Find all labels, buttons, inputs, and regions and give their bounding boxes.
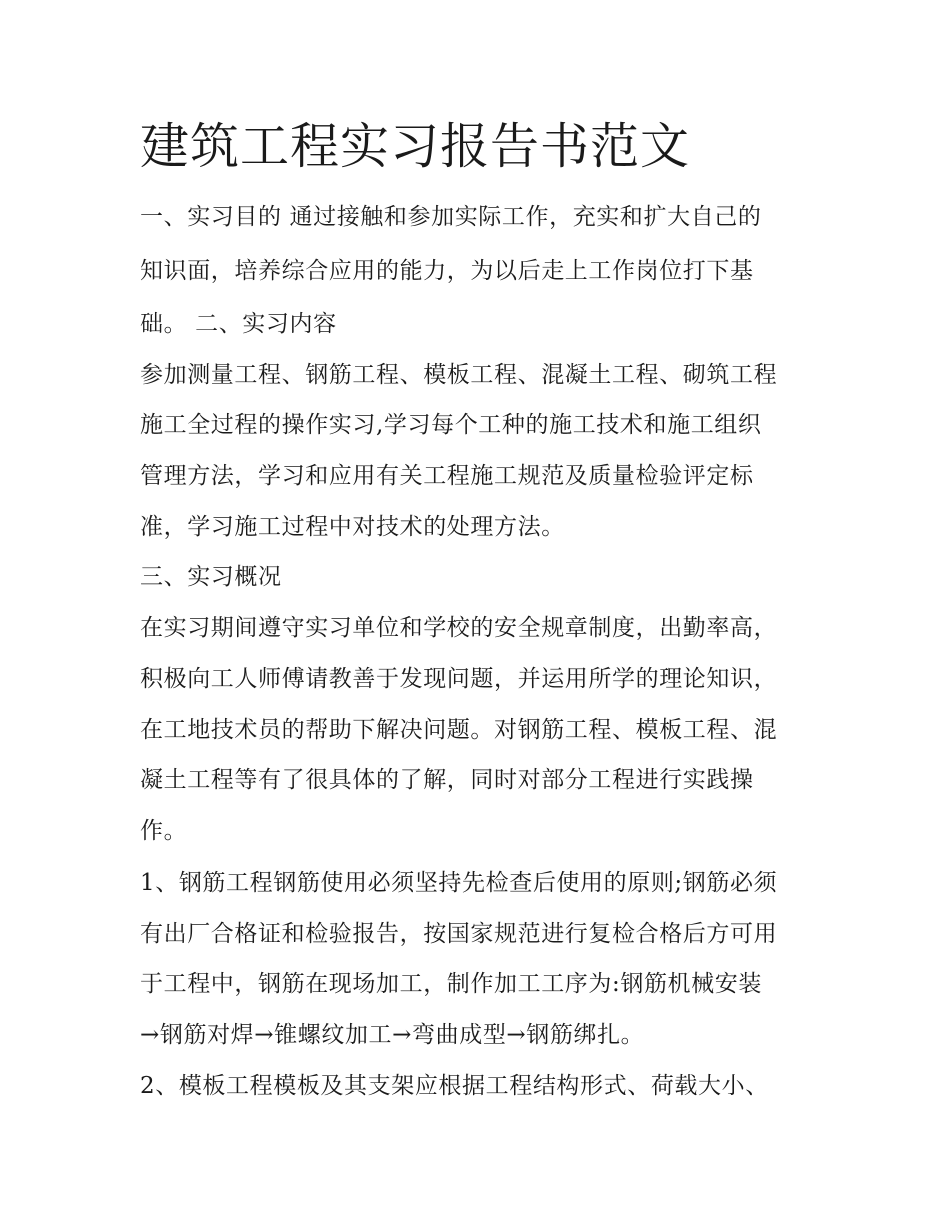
text-line: 础。 二、实习内容 [140,311,337,337]
text-line: 施工全过程的操作实习,学习每个工种的施工技术和施工组织 [140,412,762,438]
document-title: 建筑工程实习报告书范文 [140,118,691,175]
text-line: 参加测量工程、钢筋工程、模板工程、混凝土工程、砌筑工程 [140,362,778,388]
text-line: 2、模板工程模板及其支架应根据工程结构形式、荷载大小、 [140,1073,769,1099]
text-line: 在实习期间遵守实习单位和学校的安全规章制度，出勤率高， [140,615,778,641]
text-line: 1、钢筋工程钢筋使用必须坚持先检查后使用的原则;钢筋必须 [140,870,778,896]
text-line: 作。 [140,818,188,844]
text-line: 凝土工程等有了很具体的了解，同时对部分工程进行实践操 [140,767,754,793]
text-line: 准，学习施工过程中对技术的处理方法。 [140,514,565,540]
text-line: 管理方法，学习和应用有关工程施工规范及质量检验评定标 [140,463,754,489]
text-line: 三、实习概况 [140,564,282,590]
text-line: 在工地技术员的帮助下解决问题。对钢筋工程、模板工程、混 [140,717,778,743]
text-line: 一、实习目的 通过接触和参加实际工作，充实和扩大自己的 [140,204,762,230]
text-line: 积极向工人师傅请教善于发现问题，并运用所学的理论知识， [140,666,778,692]
text-line: 有出厂合格证和检验报告，按国家规范进行复检合格后方可用 [140,921,778,947]
text-line: 于工程中，钢筋在现场加工，制作加工工序为:钢筋机械安装 [140,971,762,997]
text-line: →钢筋对焊→锥螺纹加工→弯曲成型→钢筋绑扎。 [140,1022,645,1048]
text-line: 知识面，培养综合应用的能力，为以后走上工作岗位打下基 [140,258,754,284]
